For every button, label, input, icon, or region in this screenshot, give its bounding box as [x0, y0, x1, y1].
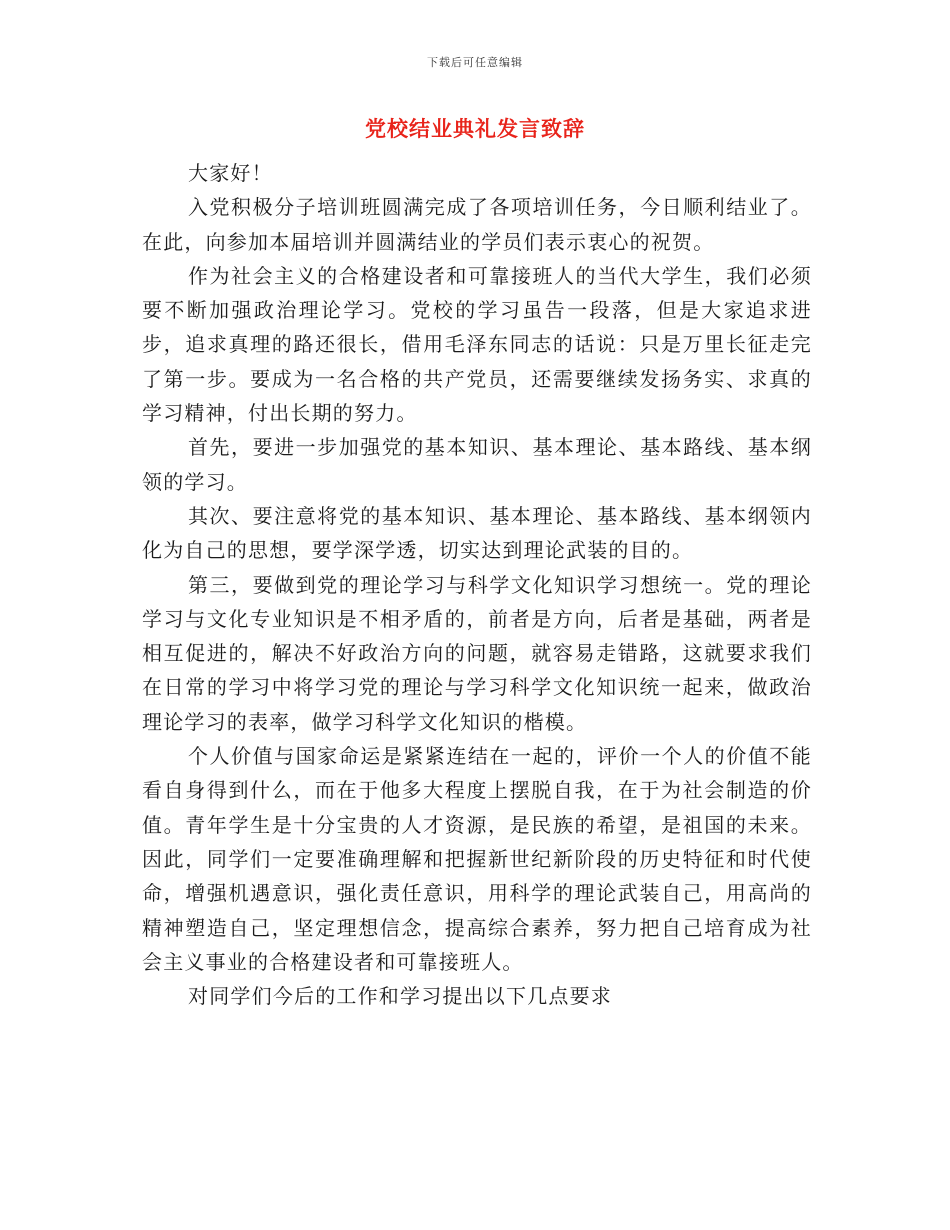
- header-note: 下载后可任意编辑: [427, 56, 523, 69]
- document-body: [142, 156, 812, 1013]
- paragraph: 第三，要做到党的理论学习与科学文化知识学习想统一。党的理论学习与文化专业知识是不相矛盾的，前者是方向，后者是基础，两者是相互促进的，解决不好政治方向的问题，就容易走错路，这就要求我们在日常的学习中将学习党的理论与学习科学文化知识统一起来，做政治理论学习的表率，做学习科学文化知识的楷模。: [142, 572, 812, 734]
- paragraph: 首先，要进一步加强党的基本知识、基本理论、基本路线、基本纲领的学习。: [142, 435, 812, 494]
- paragraph: 个人价值与国家命运是紧紧连结在一起的，评价一个人的价值不能看自身得到什么，而在于他多大程度上摆脱自我，在于为社会制造的价值。青年学生是十分宝贵的人才资源，是民族的希望，是祖国的未来。因此，同学们一定要准确理解和把握新世纪新阶段的历史特征和时代使命，增强机遇意识，强化责任意识，用科学的理论武装自己，用高尚的精神塑造自己，坚定理想信念，提高综合素养，努力把自己培育成为社会主义事业的合格建设者和可靠接班人。: [142, 744, 812, 974]
- paragraph: 其次、要注意将党的基本知识、基本理论、基本路线、基本纲领内化为自己的思想，要学深学透，切实达到理论武装的目的。: [142, 503, 812, 563]
- paragraph: 作为社会主义的合格建设者和可靠接班人的当代大学生，我们必须要不断加强政治理论学习。党校的学习虽告一段落，但是大家追求进步，追求真理的路还很长，借用毛泽东同志的话说：只是万里长征走完了第一步。要成为一名合格的共产党员，还需要继续发扬务实、求真的学习精神，付出长期的努力。: [142, 263, 812, 426]
- paragraph: 对同学们今后的工作和学习提出以下几点要求: [188, 984, 612, 1009]
- paragraph: 入党积极分子培训班圆满完成了各项培训任务，今日顺利结业了。在此，向参加本届培训并圆满结业的学员们表示衷心的祝贺。: [142, 195, 812, 254]
- paragraph-greeting: 大家好！: [188, 161, 273, 185]
- document-title: 党校结业典礼发言致辞: [365, 116, 585, 141]
